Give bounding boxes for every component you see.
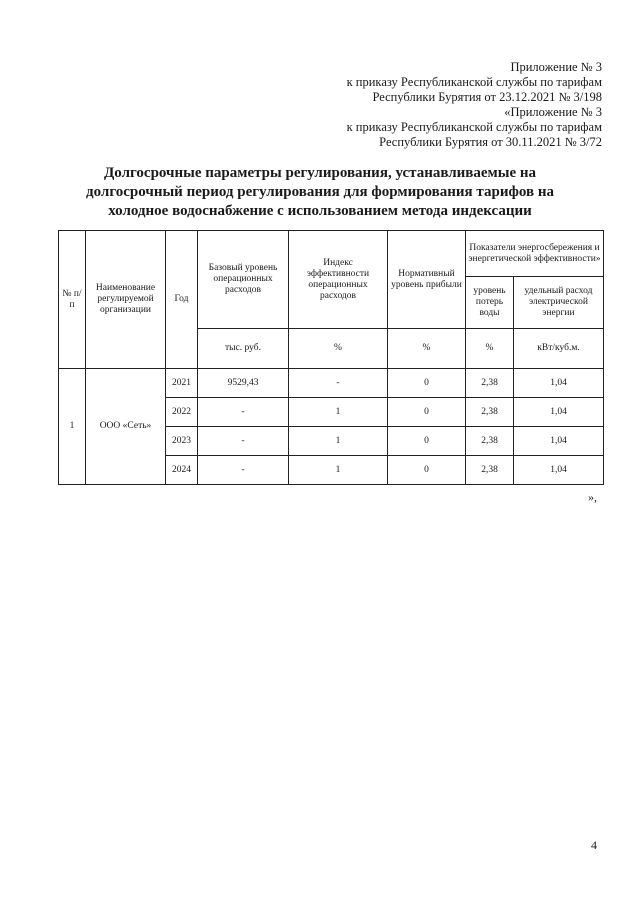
header-cell-year: Год — [166, 231, 198, 369]
header-line: Республики Бурятия от 23.12.2021 № 3/198 — [372, 90, 602, 104]
year-cell: 2022 — [166, 398, 198, 427]
power-consumption-cell: 1,04 — [514, 427, 604, 456]
table-row — [59, 369, 604, 398]
water-loss-cell: 2,38 — [466, 398, 514, 427]
year-cell: 2024 — [166, 456, 198, 485]
header-line: к приказу Республиканской службы по тарифам — [346, 120, 602, 134]
closing-quote: », — [588, 490, 597, 504]
header-cell-number: № п/п — [59, 231, 86, 369]
header-cell-organization: Наименование регулируемой организации — [86, 231, 166, 369]
profit-level-cell: 0 — [388, 427, 466, 456]
water-loss-cell: 2,38 — [466, 369, 514, 398]
unit-cell: % — [289, 329, 388, 369]
header-line: к приказу Республиканской службы по тарифам — [346, 75, 602, 89]
header-line: Приложение № 3 — [510, 60, 602, 74]
unit-cell: % — [466, 329, 514, 369]
unit-cell: тыс. руб. — [198, 329, 289, 369]
efficiency-index-cell: 1 — [289, 398, 388, 427]
power-consumption-cell: 1,04 — [514, 456, 604, 485]
power-consumption-cell: 1,04 — [514, 369, 604, 398]
title-line: холодное водоснабжение с использованием метода индексации — [108, 203, 532, 219]
year-cell: 2021 — [166, 369, 198, 398]
header-cell-base-costs: Базовый уровень операционных расходов — [198, 231, 289, 329]
base-costs-cell: - — [198, 398, 289, 427]
base-costs-cell: 9529,43 — [198, 369, 289, 398]
base-costs-cell: - — [198, 427, 289, 456]
profit-level-cell: 0 — [388, 456, 466, 485]
organization-name-cell: ООО «Сеть» — [86, 369, 166, 485]
power-consumption-cell: 1,04 — [514, 398, 604, 427]
water-loss-cell: 2,38 — [466, 456, 514, 485]
parameters-table — [58, 230, 604, 485]
header-cell-power-consumption: удельный расход электрической энергии — [514, 277, 604, 329]
profit-level-cell: 0 — [388, 369, 466, 398]
page-number: 4 — [591, 838, 597, 852]
header-cell-efficiency-index: Индекс эффективности операционных расходов — [289, 231, 388, 329]
approval-header — [282, 60, 602, 150]
unit-cell: % — [388, 329, 466, 369]
header-cell-water-loss: уровень потерь воды — [466, 277, 514, 329]
header-cell-energy-indicators: Показатели энергосбережения и энергетической эффективности» — [466, 231, 604, 277]
year-cell: 2023 — [166, 427, 198, 456]
row-number-cell: 1 — [59, 369, 86, 485]
title-line: Долгосрочные параметры регулирования, устанавливаемые на — [103, 165, 537, 181]
title-line: долгосрочный период регулирования для формирования тарифов на — [86, 184, 554, 200]
efficiency-index-cell: 1 — [289, 456, 388, 485]
efficiency-index-cell: 1 — [289, 427, 388, 456]
document-title — [70, 164, 570, 221]
header-line: Республики Бурятия от 30.11.2021 № 3/72 — [379, 135, 602, 149]
water-loss-cell: 2,38 — [466, 427, 514, 456]
unit-cell: кВт/куб.м. — [514, 329, 604, 369]
header-line: «Приложение № 3 — [504, 105, 602, 119]
header-cell-profit-level: Нормативный уровень прибыли — [388, 231, 466, 329]
efficiency-index-cell: - — [289, 369, 388, 398]
profit-level-cell: 0 — [388, 398, 466, 427]
base-costs-cell: - — [198, 456, 289, 485]
